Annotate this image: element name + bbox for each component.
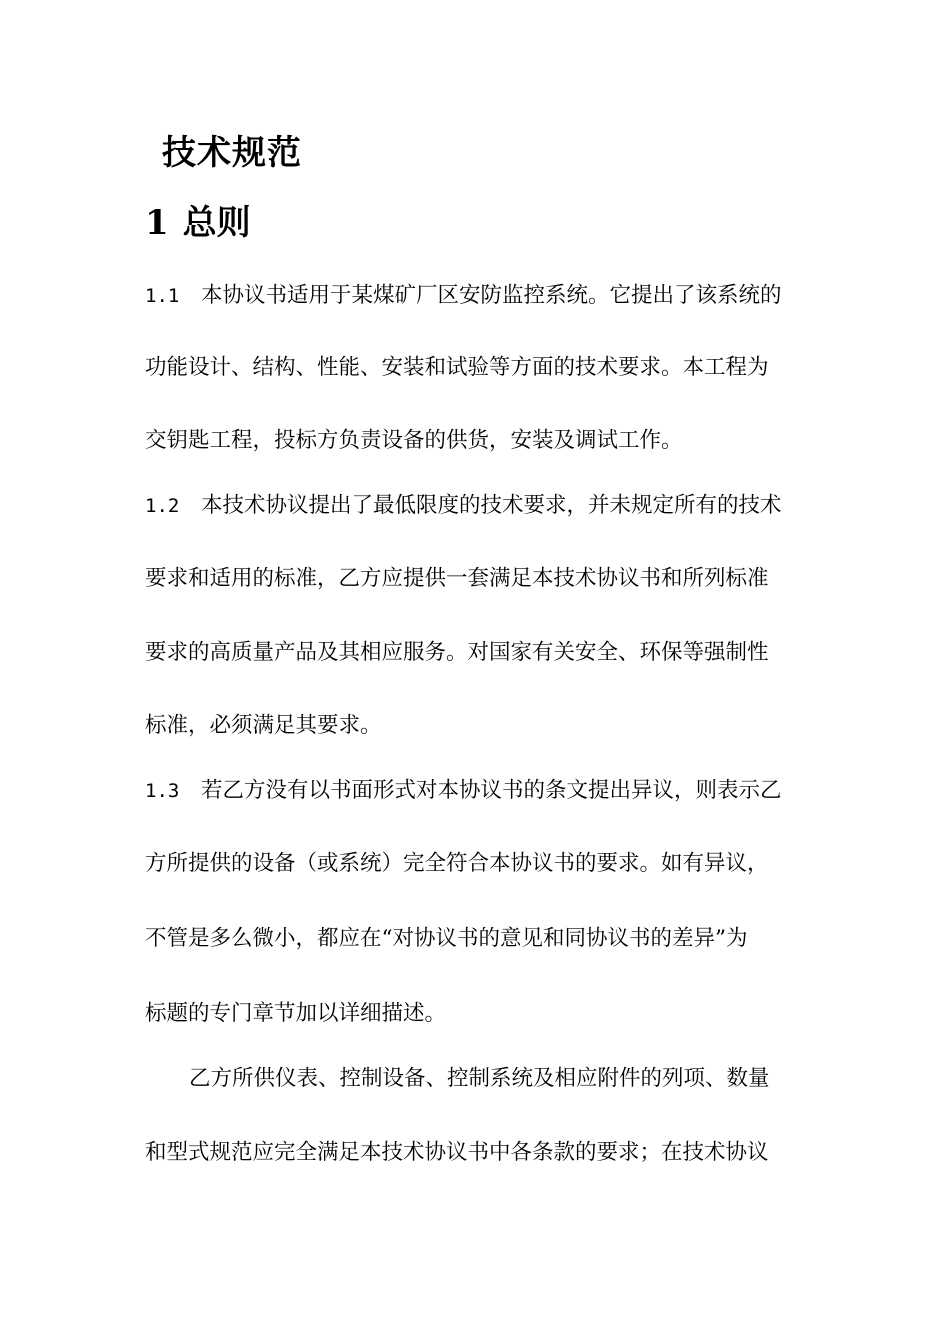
line-text: 要求的高质量产品及其相应服务。对国家有关安全、环保等强制性 <box>145 640 769 665</box>
paragraph-line <box>145 280 815 312</box>
line-text: 不管是多么微小，都应在“对协议书的意见和同协议书的差异”为 <box>145 926 748 951</box>
section-title: 总则 <box>182 203 251 243</box>
line-text: 若乙方没有以书面形式对本协议书的条文提出异议，则表示乙 <box>201 778 782 803</box>
document-title: 技术规范 <box>162 133 302 173</box>
paragraph-line <box>145 1137 815 1169</box>
clause-number: 1.2 <box>145 495 180 517</box>
line-text: 和型式规范应完全满足本技术协议书中各条款的要求；在技术协议 <box>145 1140 769 1165</box>
paragraph-line <box>145 998 815 1030</box>
paragraph-line <box>145 425 815 457</box>
paragraph-line <box>145 923 815 955</box>
line-text: 标准，必须满足其要求。 <box>145 713 382 738</box>
line-text: 本技术协议提出了最低限度的技术要求，并未规定所有的技术 <box>201 493 782 518</box>
paragraph-line <box>145 710 815 742</box>
paragraph-line <box>145 848 815 880</box>
line-text: 要求和适用的标准，乙方应提供一套满足本技术协议书和所列标准 <box>145 566 769 591</box>
line-text: 方所提供的设备（或系统）完全符合本协议书的要求。如有异议， <box>145 851 769 876</box>
line-text: 标题的专门章节加以详细描述。 <box>145 1001 447 1026</box>
clause-number: 1.3 <box>145 780 180 802</box>
line-text: 功能设计、结构、性能、安装和试验等方面的技术要求。本工程为 <box>145 355 769 380</box>
line-text: 本协议书适用于某煤矿厂区安防监控系统。它提出了该系统的 <box>201 283 782 308</box>
line-text: 交钥匙工程，投标方负责设备的供货，安装及调试工作。 <box>145 428 683 453</box>
paragraph-line <box>145 775 815 807</box>
paragraph-line <box>145 563 815 595</box>
section-number: 1 <box>145 203 169 243</box>
paragraph-line <box>145 352 815 384</box>
paragraph-line <box>145 637 815 669</box>
paragraph-line <box>145 490 815 522</box>
clause-number: 1.1 <box>145 285 180 307</box>
section-heading <box>145 198 251 248</box>
line-text: 乙方所供仪表、控制设备、控制系统及相应附件的列项、数量 <box>189 1066 770 1091</box>
paragraph-line <box>145 1063 815 1095</box>
